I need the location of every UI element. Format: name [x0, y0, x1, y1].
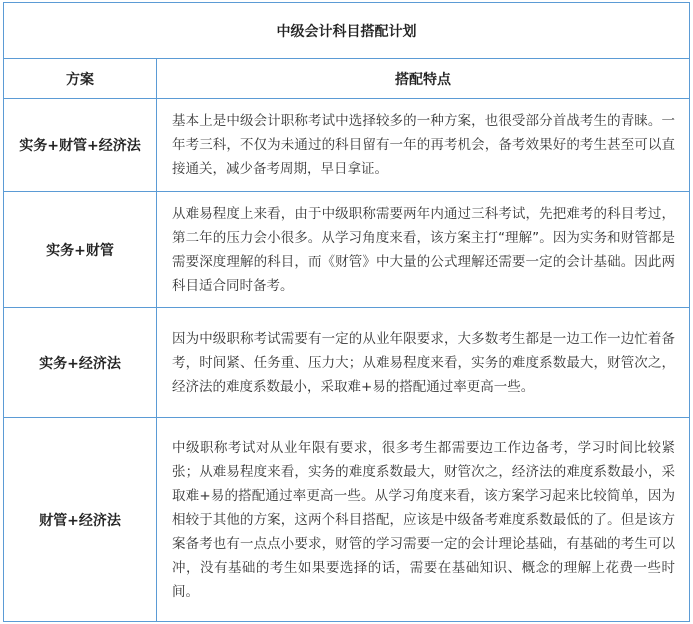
- plan-name: 实务+经济法: [4, 308, 157, 418]
- table-row: [4, 99, 690, 192]
- table-row: [4, 192, 690, 308]
- plan-description: 中级职称考试对从业年限有要求，很多考生都需要边工作边备考，学习时间比较紧张；从难易程度来看，实务的难度系数最大，财管次之，经济法的难度系数最小，采取难+易的搭配通过率更高一些。从学习角度来看，该方案学习起来比较简单，因为相较于其他的方案，这两个科目搭配，应该是中级备考难度系数最低的了。但是该方案备考也有一点点小要求，财管的学习需要一定的会计理论基础，有基础的考生可以冲，没有基础的考生如果要选择的话，需要在基础知识、概念的理解上花费一些时间。: [157, 418, 690, 622]
- plan-description: 从难易程度上来看，由于中级职称需要两年内通过三科考试，先把难考的科目考过，第二年的压力会小很多。从学习角度来看，该方案主打“理解”。因为实务和财管都是需要深度理解的科目，而《财管》中大量的公式理解还需要一定的会计基础。因此两科目适合同时备考。: [157, 192, 690, 308]
- table-row: [4, 418, 690, 622]
- title-row: [4, 3, 690, 59]
- plan-name: 实务+财管: [4, 192, 157, 308]
- plan-description: 基本上是中级会计职称考试中选择较多的一种方案，也很受部分首战考生的青睐。一年考三科，不仅为未通过的科目留有一年的再考机会，备考效果好的考生甚至可以直接通关，减少备考周期，早日拿证。: [157, 99, 690, 192]
- plan-description: 因为中级职称考试需要有一定的从业年限要求，大多数考生都是一边工作一边忙着备考，时间紧、任务重、压力大；从难易程度来看，实务的难度系数最大，财管次之，经济法的难度系数最小，采取难+易的搭配通过率更高一些。: [157, 308, 690, 418]
- header-features: 搭配特点: [157, 59, 690, 99]
- table-title: 中级会计科目搭配计划: [4, 3, 690, 59]
- table-row: [4, 308, 690, 418]
- plan-name: 财管+经济法: [4, 418, 157, 622]
- header-plan: 方案: [4, 59, 157, 99]
- header-row: [4, 59, 690, 99]
- plan-name: 实务+财管+经济法: [4, 99, 157, 192]
- plan-table: [3, 2, 690, 622]
